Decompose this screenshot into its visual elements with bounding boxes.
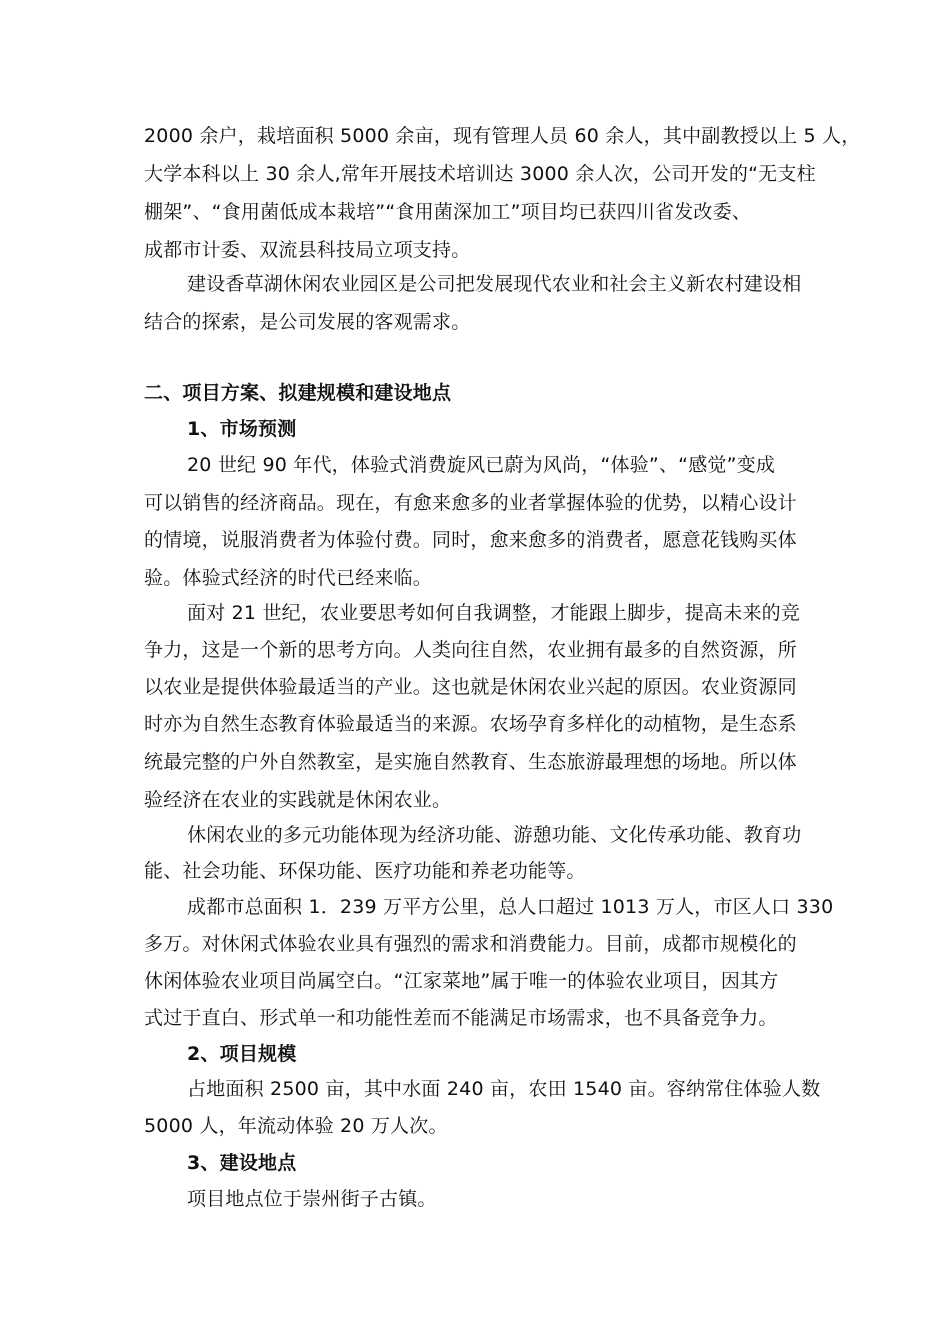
section-heading: 二、项目方案、拟建规模和建设地点 <box>144 382 452 404</box>
text-line: 占地面积 2500 亩，其中水面 240 亩，农田 1540 亩。容纳常住体验人数 <box>187 1078 821 1100</box>
text-line: 统最完整的户外自然教室，是实施自然教育、生态旅游最理想的场地。所以体 <box>144 751 797 773</box>
text-line: 面对 21 世纪，农业要思考如何自我调整，才能跟上脚步，提高未来的竞 <box>187 602 801 624</box>
text-line: 能、社会功能、环保功能、医疗功能和养老功能等。 <box>144 860 586 882</box>
text-line: 验经济在农业的实践就是休闲农业。 <box>144 789 452 811</box>
text-line: 可以销售的经济商品。现在，有愈来愈多的业者掌握体验的优势，以精心设计 <box>144 492 797 514</box>
text-line: 建设香草湖休闲农业园区是公司把发展现代农业和社会主义新农村建设相 <box>187 273 802 295</box>
text-line: 休闲体验农业项目尚属空白。“江家菜地”属于唯一的体验农业项目，因其方 <box>144 970 779 992</box>
text-line: 结合的探索，是公司发展的客观需求。 <box>144 311 471 333</box>
text-line: 成都市计委、双流县科技局立项支持。 <box>144 239 471 261</box>
text-line: 2000 余户，栽培面积 5000 余亩，现有管理人员 60 余人，其中副教授以上 5 人， <box>144 125 861 147</box>
text-line: 式过于直白、形式单一和功能性差而不能满足市场需求，也不具备竞争力。 <box>144 1007 778 1029</box>
text-line: 5000 人，年流动体验 20 万人次。 <box>144 1115 448 1137</box>
text-line: 休闲农业的多元功能体现为经济功能、游憩功能、文化传承功能、教育功 <box>187 824 802 846</box>
text-line: 多万。对休闲式体验农业具有强烈的需求和消费能力。目前，成都市规模化的 <box>144 933 797 955</box>
text-line: 项目地点位于崇州街子古镇。 <box>187 1188 437 1210</box>
text-line: 棚架”、“食用菌低成本栽培”“食用菌深加工”项目均已获四川省发改委、 <box>144 201 752 223</box>
text-line: 20 世纪 90 年代，体验式消费旋风已蔚为风尚，“体验”、“感觉”变成 <box>187 454 776 476</box>
text-line: 成都市总面积 1．239 万平方公里，总人口超过 1013 万人，市区人口 330 <box>187 896 834 918</box>
subsection-heading-scale: 2、项目规模 <box>187 1043 297 1065</box>
text-line: 大学本科以上 30 余人,常年开展技术培训达 3000 余人次，公司开发的“无支柱 <box>144 163 816 185</box>
text-line: 的情境，说服消费者为体验付费。同时，愈来愈多的消费者，愿意花钱购买体 <box>144 529 797 551</box>
text-line: 验。体验式经济的时代已经来临。 <box>144 567 433 589</box>
text-line: 时亦为自然生态教育体验最适当的来源。农场孕育多样化的动植物，是生态系 <box>144 713 797 735</box>
text-line: 争力，这是一个新的思考方向。人类向往自然，农业拥有最多的自然资源，所 <box>144 639 797 661</box>
subsection-heading-location: 3、建设地点 <box>187 1152 297 1174</box>
subsection-heading-market: 1、市场预测 <box>187 418 297 440</box>
text-line: 以农业是提供体验最适当的产业。这也就是休闲农业兴起的原因。农业资源同 <box>144 676 797 698</box>
